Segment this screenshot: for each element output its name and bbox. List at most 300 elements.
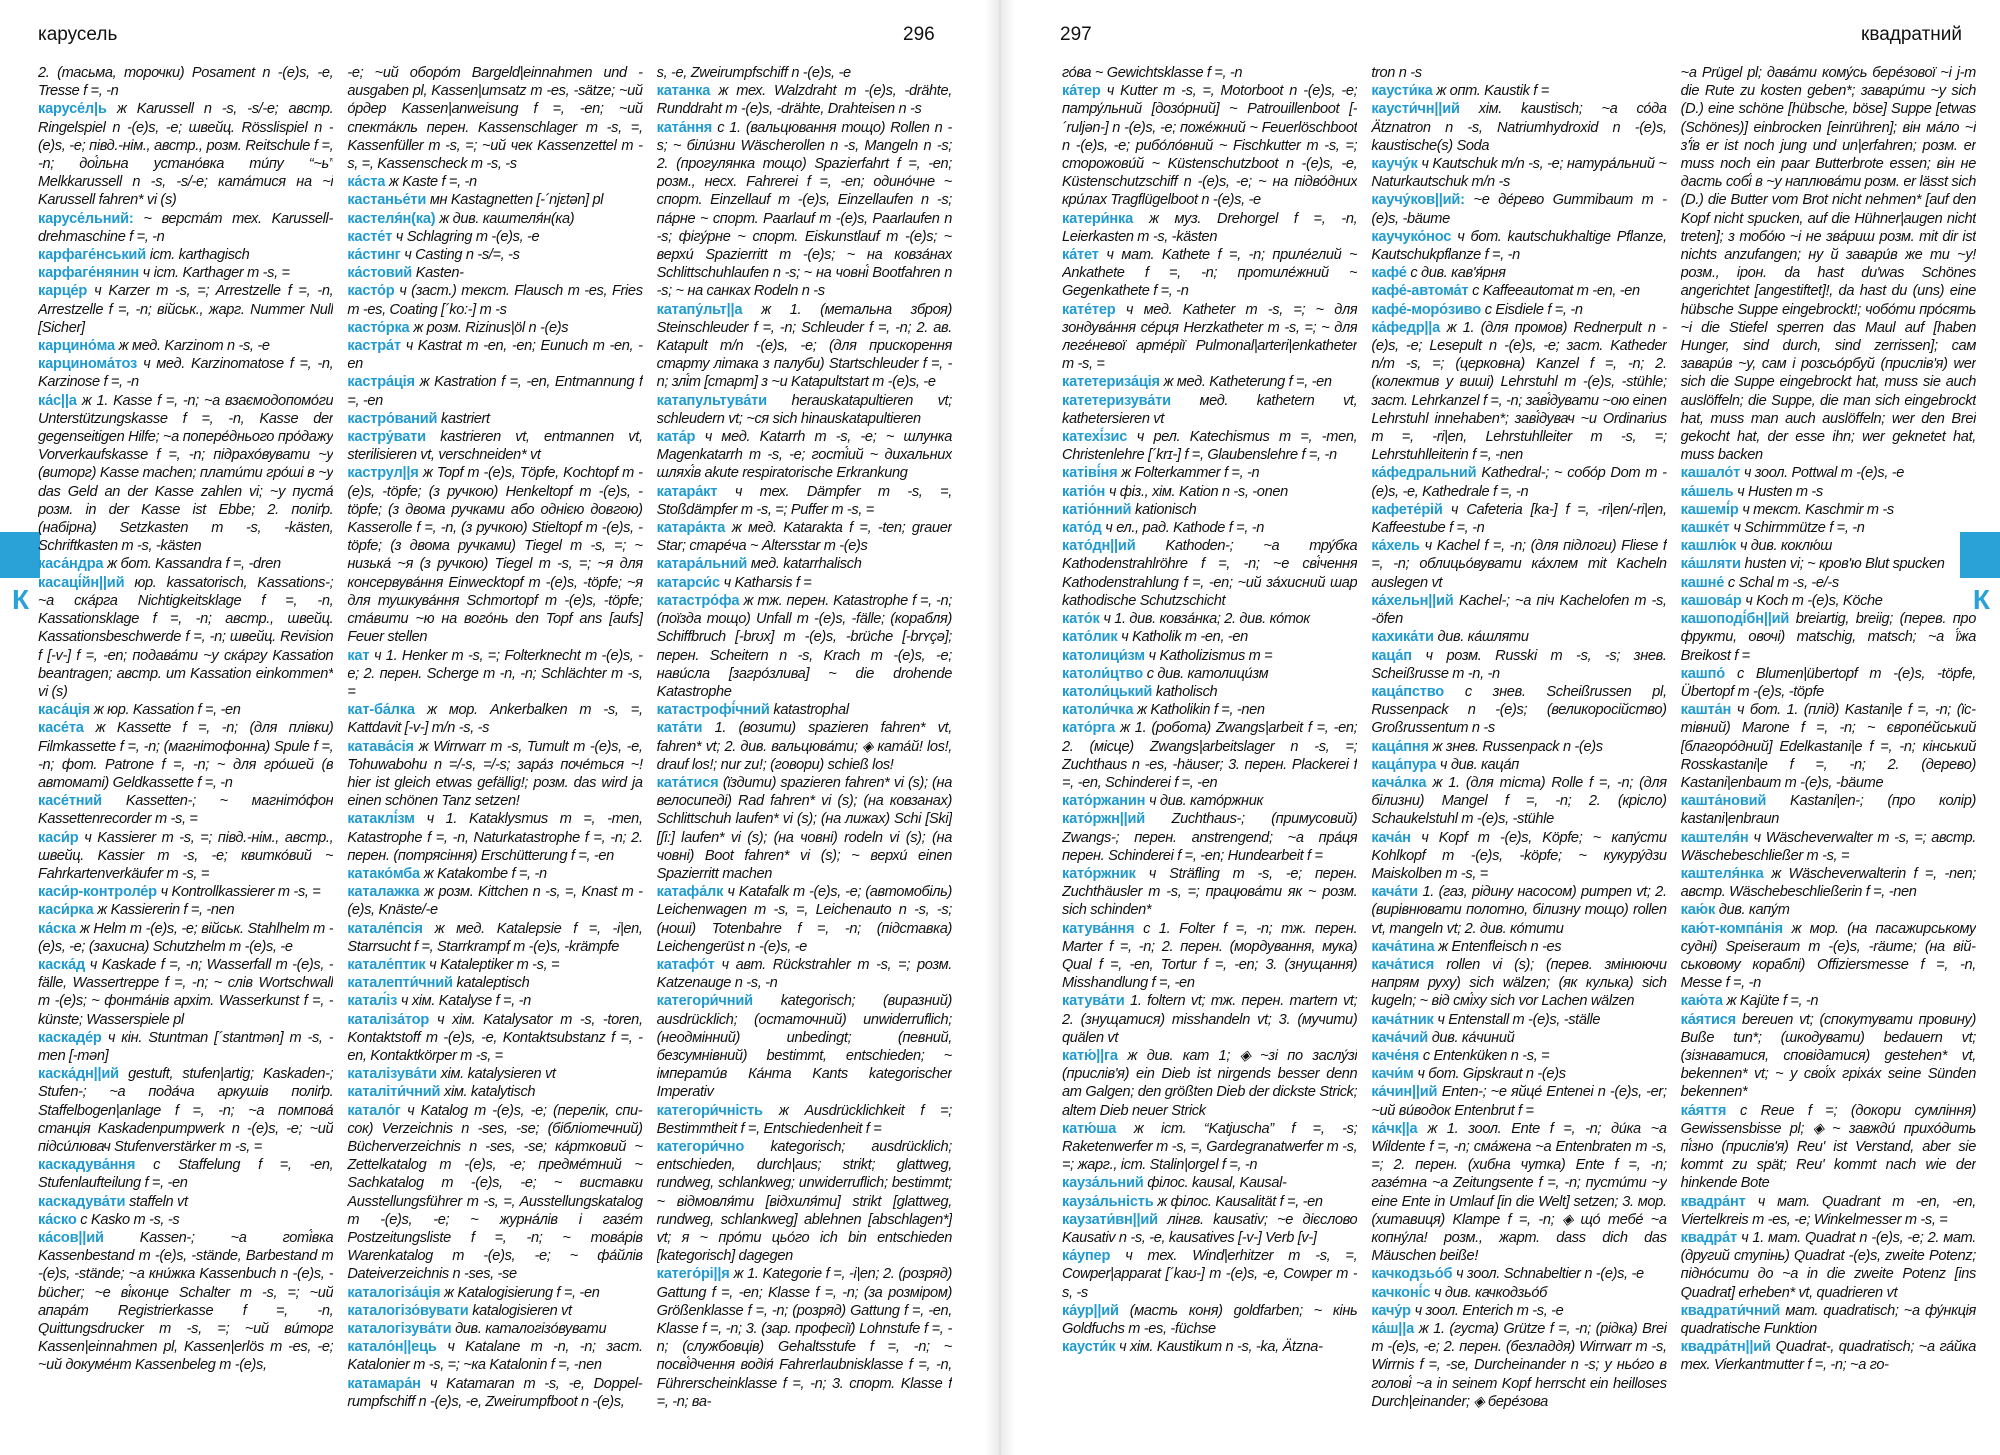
entry-definition: ч Katalog m -(e)s, -e; (перелік, список) Verzeichnis n -ses, -se; (бібліотечний) Bücherverzeichnis n -ses, -se; ка́ртковий ~ Zettelkatalog m -(e)s, -e; предме́тний ~ Sachkatalog m -(e)s, -e; ~ виставки Ausstellungsführer m -s, =, Ausstellungskatalog m -(e)s, -e; ~ журна́лів і газе́т Postzeitungsliste f =, -n; ~ това́рів Warenkatalog m -(e)s, -e; ~ фа́йлів Dateiverzeichnis n -ses, -se <box>347 1102 643 1283</box>
entry-definition: ж опт. Kaustik f = <box>1436 83 1549 100</box>
entry-definition: ч Karzer т -s, =; Arrestzelle f =, -n, Arrestzelle f =, -n; військ., жарг. Nummer Null [Sicher] <box>38 283 334 336</box>
entry-headword: каца́пня <box>1371 738 1429 755</box>
dictionary-entry <box>1681 1011 1976 1102</box>
entry-definition: мн Kastagnetten [-´njɛtən] pl <box>429 192 604 209</box>
entry-headword: каучу́ков||ий: <box>1371 192 1465 209</box>
entry-definition: ж 1. (густа) Grütze f =, -n; (рідка) Brei m -(e)s, -e; 2. перен. (безладдя) Wirrwarr m -s, Wirrnis f =, -se, Durcheinander n -s; у ньо́го в голові́ ~а in seinem Kopf herrscht ein heilloses Durch|einander; ◈ бере́зова <box>1371 1321 1667 1410</box>
dictionary-entry <box>1681 501 1976 519</box>
dictionary-entry <box>347 464 642 646</box>
entry-definition: ж знев. Russenpack n -(e)s <box>1432 738 1603 755</box>
dictionary-entry <box>38 1193 333 1211</box>
entry-headword: каса́ндра <box>38 556 104 573</box>
entry-headword: ка́с||а <box>38 392 77 409</box>
entry-definition: ч 1. Kataklysmus m =, -men, Katastrophe f =, -n, Naturkatastrophe f =, -n; 2. перен. (потрясіння) Erschütterung f =, -en <box>347 811 643 864</box>
entry-headword: катафа́лк <box>656 884 724 901</box>
dictionary-entry <box>1681 1229 1976 1302</box>
entry-definition: хім. katalysieren vt <box>440 1066 556 1083</box>
entry-definition: ч Kaskade f =, -n; Wasserfall m -(e)s, -fälle, Wassertreppe f =, -n; ~ слів Wortschwall m -(e)s; ~ фонта́нів архіт. Wasserkunst f =, -künste; Wasserspiele pl <box>38 956 334 1028</box>
entry-headword: ката́ння <box>656 119 713 136</box>
dictionary-entry <box>38 337 333 355</box>
entry-definition: с Staffelung f =, -en, Stufenlaufteilung f =, -en <box>38 1157 334 1192</box>
dictionary-entry <box>657 119 952 301</box>
entry-definition: ч мат. Quadrant m -en, -en, Viertelkreis m -es, -e; Winkelmesser m -s, = <box>1680 1193 1976 1228</box>
entry-definition: ж муз. Drehorgel f =, -n, Leierkasten m -s, -kästen <box>1062 210 1358 245</box>
entry-headword: кат-ба́лка <box>347 702 415 719</box>
dictionary-entry <box>1062 920 1357 993</box>
entry-definition: ч Kopf m -(e)s, Köpfe; ~ капу́сти Kohlkopf m -(e)s, -köpfe; ~ кукуру́дзи Maiskolben m -s, = <box>1371 829 1667 882</box>
entry-definition: с 1. Folter f =, -n; тж. перен. Marter f =, -n; 2. перен. (мордування, мука) Qual f =, -en, Tortur f =, -en; 3. (знущання) Misshandlung f =, -en <box>1062 920 1358 992</box>
entry-headword: каштеля́нка <box>1680 865 1764 882</box>
dictionary-entry <box>1681 792 1976 828</box>
entry-headword: категори́чність <box>656 1102 763 1119</box>
dictionary-entry <box>1681 901 1976 919</box>
entry-headword: каталогіза́ція <box>347 1284 441 1301</box>
entry-definition: ж іст. “Katjuscha” f =, -s; Raketenwerfer т -s, =, Gardegranatwerfer т -s, =; жарг., іст. Stalin|orgel f =, -n <box>1062 1120 1358 1174</box>
entry-headword: ка́шляти <box>1680 556 1741 573</box>
dictionary-entry <box>1062 501 1357 519</box>
dictionary-entry <box>1062 810 1357 865</box>
entry-headword: катіві́ня <box>1062 465 1118 482</box>
entry-definition: ч мед. Katheter m -s, =; ~ для зондува́ння се́рця Herzkatheter m -s, =; ~ для леге́невої арте́рії Pulmonal|arteri|enkatheter m -s, = <box>1062 301 1358 373</box>
entry-headword: ка́сов||ий <box>38 1230 104 1246</box>
entry-definition: ж Entenfleisch n -es <box>1438 938 1562 955</box>
entry-headword: катарси́с <box>656 574 720 591</box>
entry-headword: касе́тний <box>38 793 102 810</box>
dictionary-entry <box>657 64 952 82</box>
dictionary-entry <box>38 246 333 264</box>
dictionary-entry <box>1062 610 1357 628</box>
entry-headword: каска́дн||ий <box>38 1066 119 1083</box>
dictionary-entry <box>1681 701 1976 792</box>
dictionary-entry <box>38 956 333 1029</box>
dictionary-entry <box>1062 519 1357 537</box>
dictionary-entry <box>1681 920 1976 993</box>
entry-headword: ка́чин||ий <box>1371 1084 1438 1101</box>
entry-definition: го́ва ~ Gewichtsklasse f =, -n <box>1062 65 1243 81</box>
dictionary-entry <box>1062 1338 1357 1356</box>
dictionary-entry <box>1062 537 1357 610</box>
entry-headword: катава́сія <box>347 738 414 755</box>
entry-headword: кат <box>347 647 370 664</box>
dictionary-entry <box>1062 1193 1357 1211</box>
dictionary-entry <box>1062 1302 1357 1338</box>
entry-definition: ч див. каца́п <box>1439 756 1519 773</box>
dictionary-entry <box>38 901 333 919</box>
entry-definition: ч рел. Katechismus т =, -men, Christenlehre [´krɪ-] f =, Glaubenslehre f =, -n <box>1062 429 1358 464</box>
entry-headword: катери́нка <box>1062 210 1134 227</box>
entry-headword: кача́ти <box>1371 884 1418 901</box>
thumb-index-letter-right: К <box>1972 584 1990 615</box>
entry-definition: див. капу́т <box>1718 902 1790 919</box>
entry-headword: ка́упер <box>1062 1248 1111 1265</box>
entry-headword: карцино́ма <box>38 338 115 355</box>
right-page-columns <box>1062 64 1976 1444</box>
dictionary-entry <box>1681 592 1976 610</box>
dictionary-entry <box>38 1211 333 1229</box>
dictionary-entry <box>38 100 333 209</box>
entry-definition: ж Katalogisierung f =, -en <box>443 1284 600 1301</box>
entry-headword: касте́т <box>347 228 393 245</box>
entry-definition: (їздити) spazieren fahren* vi (s); (на велосипеді) Rad fahren* vi (s); (на ковзанах) Schlittschuh laufen* vi (s); (на лижах) Schi [Ski] [ʃi:] laufen* vi (s); (на човні) rodeln vi (s); (на човні) Boot fahren* vi (s); ~ верхи́ einen Spazierritt machen <box>656 774 952 882</box>
entry-definition: kationisch <box>1135 501 1197 518</box>
entry-headword: касто́р <box>347 283 395 300</box>
dictionary-entry <box>1371 1302 1666 1320</box>
entry-definition: Zuchthaus-; (примусовий) Zwangs-; перен. anstrengend; ~а пра́ця перен. Schinderei f =, -en; Hundearbeit f = <box>1062 811 1358 864</box>
entry-definition: kastrieren vt, entmannen vt, sterilisieren vt, verschneiden* vt <box>347 429 643 464</box>
entry-headword: католи́цький <box>1062 683 1153 700</box>
entry-definition: ч Katharsis f = <box>723 574 812 591</box>
entry-headword: ка́тет <box>1062 247 1099 264</box>
dictionary-entry <box>1681 1193 1976 1229</box>
dictionary-entry <box>657 301 952 392</box>
dictionary-entry <box>1371 938 1666 956</box>
entry-headword: каю́к <box>1680 902 1716 919</box>
entry-headword: кашпо́ <box>1680 665 1725 682</box>
dictionary-entry <box>1062 1120 1357 1175</box>
entry-headword: ка́стовий <box>347 265 413 282</box>
entry-definition: ж розм. Rizinus|öl n -(e)s <box>413 319 569 336</box>
dictionary-entry <box>1371 647 1666 683</box>
dictionary-entry <box>347 738 642 811</box>
entry-definition: ч тех. Wind|erhitzer т -s, =, Cowper|apparat [´kaʊ-] m -(e)s, -e, Cowper m -s, -s <box>1062 1248 1358 1301</box>
entry-definition: ч Schlagring m -(e)s, -e <box>395 228 540 245</box>
dictionary-entry <box>1062 665 1357 683</box>
entry-headword: ка́федральний <box>1371 465 1477 482</box>
dictionary-entry <box>347 191 642 209</box>
entry-headword: кашта́н <box>1680 702 1732 719</box>
entry-definition: Kastani|en-; (про колір) kastani|enbraun <box>1680 793 1976 828</box>
entry-definition: ж бот. Kassandra f =, -dren <box>107 556 281 573</box>
dictionary-entry <box>1371 191 1666 227</box>
entry-headword: ка́федр||а <box>1371 319 1441 336</box>
dictionary-entry <box>1062 683 1357 701</box>
entry-definition: herauskatapultieren vt; schleudern vt; ~ся sich hinauskatapultieren <box>656 392 952 427</box>
dictionary-entry <box>657 82 952 118</box>
dictionary-entry <box>347 373 642 409</box>
dictionary-entry <box>347 974 642 992</box>
dictionary-entry <box>347 1284 642 1302</box>
entry-definition: rollen vi (s); (перев. змінюючи напрям руху) sich wälzen; (як кулька) sich kugeln; ~ від смі́ху sich vor Lachen wälzen <box>1371 956 1667 1010</box>
dictionary-entry <box>38 1229 333 1375</box>
entry-headword: катако́мба <box>347 865 420 882</box>
entry-definition: ж 1. (робота) Zwangs|arbeit f =, -en; 2. (місце) Zwangs|arbeitslager n -s, =; Zuchthaus n -es, -häuser; 3. перен. Plackerei f =, -en, Schinderei f =, -en <box>1062 720 1358 791</box>
entry-headword: катува́ння <box>1062 920 1135 937</box>
entry-headword: католи́чка <box>1062 702 1134 719</box>
dictionary-entry <box>1371 956 1666 1011</box>
entry-headword: каусти́к <box>1062 1339 1116 1356</box>
entry-definition: ч фіз., хім. Kation n -s, -onen <box>1108 483 1288 500</box>
dictionary-entry <box>1062 464 1357 482</box>
dictionary-entry <box>347 282 642 318</box>
entry-definition: ч мат. Kathete f =, -n; приле́глий ~ Ankathete f =, -n; протиле́жний ~ Gegenkathete f =, -n <box>1062 247 1358 300</box>
entry-headword: катара́кт <box>656 483 718 500</box>
running-head-left: карусель <box>38 24 118 45</box>
entry-definition: юр. kassatorisch, Kassations-; ~а ска́рга Nichtigkeitsklage f =, -n, Kassationsklage f =, -n; австр., швейц. Kassationsbeschwerde f =, -n; швейц. Revision f [-v-] f =, -en; подава́ти ~у ска́ргу Kassation beantragen; австр. um Kassation einkommen* vi (s) <box>38 574 334 700</box>
dictionary-entry <box>1062 82 1357 209</box>
entry-headword: ка́стинг <box>347 247 401 264</box>
entry-definition: ж 1. (для тіста) Rolle f =, -n; (для білизни) Mangel f =, -n; 2. (крісло) Schaukelstuhl m -(e)s, -stühle <box>1371 774 1667 828</box>
entry-definition: ч Katholizismus m = <box>1148 647 1273 664</box>
entry-headword: катапу́льт||а <box>656 301 743 318</box>
entry-definition: мед. katarrhalisch <box>750 556 862 573</box>
dictionary-entry <box>38 920 333 956</box>
dictionary-entry <box>1371 592 1666 628</box>
dictionary-entry <box>1681 537 1976 555</box>
dictionary-entry <box>657 992 952 1101</box>
entry-definition: ч хім. Kaustikum n -s, -ka, Ätzna- <box>1119 1339 1323 1356</box>
dictionary-entry <box>1681 1338 1976 1374</box>
dictionary-entry <box>1371 501 1666 537</box>
entry-definition: ж див. каштеля́н(ка) <box>439 210 575 227</box>
entry-headword: ка́ятися <box>1680 1011 1736 1028</box>
entry-headword: каси́р <box>38 829 79 846</box>
dictionary-entry <box>657 555 952 573</box>
dictionary-entry <box>657 1265 952 1411</box>
entry-headword: карусе́л|ь <box>38 101 107 118</box>
entry-definition: ж Kassiererin f =, -nen <box>97 902 235 919</box>
dictionary-entry <box>1062 210 1357 246</box>
entry-headword: кафе́ <box>1371 265 1407 282</box>
dictionary-entry <box>1062 1247 1357 1302</box>
dictionary-entry <box>1062 1211 1357 1247</box>
entry-definition: husten vi; ~ кров'ю Blut spucken <box>1744 556 1945 573</box>
entry-headword: каусти́ка <box>1371 83 1433 100</box>
entry-definition: ~е де́рево Gummibaum т -(e)s, -bäume <box>1371 192 1667 227</box>
left-page-columns <box>38 64 952 1444</box>
entry-headword: каче́ня <box>1371 1047 1420 1064</box>
dictionary-entry <box>347 1065 642 1083</box>
dictionary-entry <box>347 264 642 282</box>
dictionary-entry <box>1371 774 1666 829</box>
entry-definition: bereuen vt; (спокутувати провину) Buße tun*; (шкодувати) bedauern vt; (зізнаватися, сповідатися) gestehen* vt, bekennen* vt; ~ у свої́х гріха́х seine Sünden bekennen* <box>1680 1011 1976 1101</box>
entry-definition: ч Kastrat m -en, -en; Eunuch m -en, -en <box>347 338 643 373</box>
entry-headword: катехі́зис <box>1062 429 1128 446</box>
entry-headword: кастанье́ти <box>347 192 427 209</box>
dictionary-entry <box>1371 100 1666 155</box>
entry-definition: ч (заст.) текст. Flausch m -es, Fries m -es, Coating [´ko:-] m -s <box>347 283 643 318</box>
dictionary-entry <box>1371 1047 1666 1065</box>
right-page <box>1000 0 2000 1455</box>
entry-definition: ж 1. Kategorie f =, -i|en; 2. (розряд) Gattung f =, -en; Klasse f =, -n; (за розміром) Größenklasse f =, -n; (розряд) Gattung f =, -en, Klasse f =, -n; 3. (зар. професії) Lohnstufe f =, -n; (службовців) Gehaltsstufe f =, -n; ~ посві́дчення водія́ Fahrerlaubnisklasse f =, -n, Führerscheinklasse f =, -n; 3. спорт. Klasse f =, -n; ва- <box>656 1266 952 1410</box>
entry-definition: див. каталогізо́вувати <box>455 1321 607 1338</box>
dictionary-entry <box>38 210 333 246</box>
entry-headword: каштеля́н <box>1680 829 1749 846</box>
dictionary-entry <box>1681 1102 1976 1193</box>
entry-definition: ж мед. Karzinom n -s, -e <box>118 338 270 355</box>
entry-definition: ж 1. зоол. Ente f =, -n; ди́ка ~а Wildente f =, -n; сма́жена ~а Entenbraten m -s, =; 2. перен. (хибна чутка) Ente f =, -n; газе́тна ~а Zeitungsente f =, -n; пусти́ти ~у eine Ente in Umlauf [in die Welt] setzen; 3. мор. (хитавиця) Klampe f =, -n; ◈ що́ тебе́ ~а копну́ла! розм., жарт. dass dich das Mäuschen beiße! <box>1371 1120 1667 1265</box>
dictionary-entry <box>1681 555 1976 573</box>
entry-headword: категори́чний <box>656 993 753 1010</box>
entry-headword: ка́ур||ий <box>1062 1302 1119 1319</box>
page-number-right: 297 <box>1060 24 1092 45</box>
dictionary-entry <box>347 1375 642 1411</box>
dictionary-entry <box>347 210 642 228</box>
entry-headword: като́ржанин <box>1062 793 1146 810</box>
entry-headword: каца́пство <box>1371 683 1444 700</box>
dictionary-entry <box>1371 756 1666 774</box>
entry-definition: ч авт. Rückstrahler m -s, =; розм. Katzenauge n -s, -n <box>656 956 952 992</box>
entry-definition: Kathedral-; ~ собо́р Dom m -(e)s, -e, Kathedrale f =, -n <box>1371 465 1667 500</box>
entry-definition: с Eisdiele f =, -n <box>1484 301 1583 318</box>
dictionary-entry <box>1062 719 1357 792</box>
entry-definition: staffeln vt <box>129 1193 188 1210</box>
entry-definition: ч хім. Katalysator m -s, -toren, Kontaktstoff m -(e)s, -e, Kontaktsubstanz f =, -en, Kontaktkörper m -s, = <box>347 1011 643 1064</box>
dictionary-entry <box>1681 610 1976 665</box>
entry-headword: катал́із <box>347 993 398 1010</box>
entry-definition: -e; ~ий оборо́т Bargeld|einnahmen und -ausgaben pl, Kassen|umsatz m -es, -sätze; ~ий о́рдер Kassen|anweisung f =, -en; ~ий спекта́кль перен. Kassenschlager m -s, =, Kassenfüller m -s, =; ~ий чек Kassenzettel m -s, =, Kassenscheck m -s, -s <box>347 65 643 173</box>
dictionary-entry <box>347 337 642 373</box>
entry-headword: квадра́тн||ий <box>1680 1339 1771 1356</box>
dictionary-entry <box>657 1102 952 1138</box>
entry-headword: като́к <box>1062 611 1100 628</box>
entry-headword: катіо́н <box>1062 483 1106 500</box>
entry-headword: каскаде́р <box>38 1029 102 1046</box>
entry-definition: с Kasko m -s, -s <box>80 1211 180 1228</box>
entry-definition: ч бот. kautschukhaltige Pflanze, Kautschukpflanze f =, -n <box>1371 228 1667 264</box>
entry-definition: ч Wäscheverwalter m -s, =; австр. Wäschebeschließer m -s, = <box>1680 829 1976 864</box>
entry-headword: квадра́т <box>1680 1230 1737 1246</box>
entry-headword: като́д <box>1062 520 1102 537</box>
entry-headword: карфаге́нянин <box>38 265 139 282</box>
entry-definition: Quadrat-, quadratisch; ~а га́йка тех. Vierkantmutter f =, -n; ~а го- <box>1680 1339 1976 1374</box>
entry-headword: квадра́нт <box>1680 1193 1746 1210</box>
entry-definition: ч іст. Karthager т -s, = <box>142 265 290 282</box>
dictionary-entry <box>1371 1284 1666 1302</box>
entry-headword: качи́м <box>1371 1066 1414 1083</box>
entry-definition: ж Wirrwarr m -s, Tumult m -(e)s, -e, Tohuwabohu n =/-s, =/-s; зара́з поче́ться ~! hier ist gleich etwas gefällig!; розм. das wird ja einen schönen Tanz setzen! <box>347 738 643 810</box>
entry-definition: ч мед. Katarrh m -s, -e; ~ шлунка Magenkatarrh m -s, -e; гості́ий ~ дихальних шляхі́в akute respiratorische Erkrankung <box>656 429 952 482</box>
dictionary-entry <box>1371 1083 1666 1119</box>
dictionary-entry <box>1062 647 1357 665</box>
entry-headword: катастрофі́чний <box>656 702 770 719</box>
entry-headword: каскадува́ти <box>38 1193 126 1210</box>
entry-headword: кауза́льний <box>1062 1175 1144 1192</box>
entry-definition: ч див. качкодзьо́б <box>1434 1284 1548 1301</box>
entry-headword: кафе́-автома́т <box>1371 283 1469 300</box>
column <box>1681 64 1976 1444</box>
entry-headword: катара́льний <box>656 556 748 573</box>
dictionary-entry <box>657 519 952 555</box>
dictionary-entry <box>1371 264 1666 282</box>
entry-definition: лінгв. kausativ; ~е дієслово Kausativ n -s, -e, kausatives [-v-] Verb [v-] <box>1062 1211 1358 1246</box>
entry-definition: kataleptisch <box>456 975 530 992</box>
entry-definition: ч Casting n -s/=, -s <box>404 247 520 264</box>
entry-headword: качкодзьо́б <box>1371 1266 1453 1283</box>
entry-definition: kategorisch; (виразний) ausdrücklich; (остаточний) unwiderruflich; (неодмінний) unbedingt; (певний, безсумнівний) bestimmt, entschieden; ~ імперати́в Ка́нта Kants kategorischer Imperativ <box>656 993 952 1101</box>
entry-definition: Kassetten-; ~ магніто́фон Kassettenrecorder m -s, = <box>38 793 334 828</box>
entry-definition: ч Katamaran m -s, -e, Doppelrumpfschiff n -(e)s, -e, Zweirumpfboot n -(e)s, <box>347 1375 643 1410</box>
entry-definition: ж Kaste f =, -n <box>388 174 477 191</box>
entry-definition: ж 1. (для промов) Rednerpult n -(e)s, -e; Lesepult n -(e)s, -e; заст. Katheder n/m -s, =; (церковна) Kanzel f =, -n; 2. (колектив у виші) Lehrstuhl m -(e)s, -stühle; заст. Lehrkanzel f =, -n; заві́дувати ~ою einen Lehrstuhl innehaben*; заві́дувач ~и Ordinarius m =, -ri|en, Lehrstuhlleiter т -s, =; Lehrstuhlleiterin f =, -nen <box>1371 319 1667 464</box>
dictionary-entry <box>38 792 333 828</box>
entry-headword: катю́||га <box>1062 1047 1118 1064</box>
entry-definition: ж Topf m -(e)s, Töpfe, Kochtopf m -(e)s, -töpfe; (з ручкою) Henkeltopf m -(e)s, -töpfe; (з двома ручками або однією довгою) Kasserolle f =, -n, (з ручкою) Stieltopf m -(e)s, -töpfe; (з двома ручками) Tiegel m -s, =; ~ низька́ ~я (з ручкою) Tiegel m -s, =; ~я для консервува́ння Einwecktopf m -(e)s, -töpfe; ~я для тушкува́ння Schmortopf m -(e)s, -töpfe; ста́вити ~ю на вого́нь den Topf ans [aufs] Feuer stellen <box>347 465 643 646</box>
entry-headword: ката́р <box>656 429 696 446</box>
dictionary-entry <box>1371 301 1666 319</box>
entry-definition: ч Husten m -s <box>1737 483 1823 500</box>
entry-definition: ч Cafeteria [ka-] f =, -ri|en/-ri|en, Kaffeestube f =, -n <box>1371 501 1667 537</box>
entry-definition: ч Schirmmütze f =, -n <box>1733 520 1865 537</box>
dictionary-entry <box>657 1138 952 1265</box>
entry-definition: хім. katalytisch <box>444 1084 536 1101</box>
entry-definition: ч Entenstall m -(e)s, -ställe <box>1437 1011 1601 1028</box>
entry-headword: каучуко́нос <box>1371 228 1452 245</box>
entry-headword: ка́ско <box>38 1211 77 1228</box>
entry-headword: качу́р <box>1371 1302 1411 1319</box>
entry-definition: kastriert <box>441 410 490 427</box>
entry-headword: кастру́вати <box>347 429 426 446</box>
entry-definition: ж 1. Kasse f =, -n; ~а взаємодопомо́ги Unterstützungskasse f =, -n, Kasse der gegenseitigen Hilfe; ~а попере́днього про́дажу Vorverkaufskasse f =, -n; підрахо́вувати ~у (виторг) Kasse machen; плати́ти гро́ші в ~у das Geld an der Kasse zahlen vi; ~у пуста́ розм. in der Kasse ist Ebbe; 2. поліґр. (набірна) Setzkasten m -s, -kästen, Schriftkasten m -s, -kästen <box>38 392 334 555</box>
dictionary-entry <box>347 319 642 337</box>
dictionary-entry <box>1371 883 1666 938</box>
dictionary-entry <box>347 810 642 865</box>
thumb-index-tab-left <box>0 532 40 578</box>
entry-definition: іст. karthagisch <box>149 247 250 264</box>
entry-definition: с див. кав'я́рня <box>1410 265 1506 282</box>
dictionary-entry <box>1062 992 1357 1047</box>
dictionary-entry <box>347 865 642 883</box>
entry-headword: кашемі́р <box>1680 501 1739 518</box>
dictionary-entry <box>1062 301 1357 374</box>
entry-headword: каталогізо́вувати <box>347 1302 469 1319</box>
dictionary-entry <box>1062 1174 1357 1192</box>
entry-definition: с 1. (вальцювання тощо) Rollen n -s; ~ біли́зни Wäscherollen n -s, Mangeln n -s; 2. (прогулянка тощо) Spazierfahrt f =, -en; розм., несх. Fahrerei f =, -en; одино́чне ~ спорт. Einzellauf m -(e)s, Einzellaufen n -s; па́рне ~ спорт. Paarlauf m -(e)s, Paarlaufen n -s; фігу́рне ~ спорт. Eiskunstlauf m -(e)s; ~ верхи́ Spazierritt m -(e)s; ~ на ковза́нах Schlittschuhlaufen n -s; ~ на човні́ Bootfahren n -s; ~ на санках Rodeln n -s <box>656 119 952 300</box>
entry-headword: кача́лка <box>1371 774 1427 791</box>
dictionary-entry <box>657 574 952 592</box>
dictionary-entry <box>1062 628 1357 646</box>
entry-definition: ч текст. Kaschmir m -s <box>1742 501 1894 518</box>
entry-headword: касто́рка <box>347 319 410 336</box>
dictionary-entry <box>1681 829 1976 865</box>
dictionary-entry <box>38 829 333 884</box>
dictionary-entry <box>1062 428 1357 464</box>
column <box>1371 64 1666 1444</box>
dictionary-entry <box>657 592 952 701</box>
entry-definition: ж Ausdrücklichkeit f =; Bestimmtheit f =, Entschiedenheit f = <box>656 1102 952 1137</box>
entry-definition: s, -e, Zweirumpfschiff n -(e)s, -e <box>656 65 851 81</box>
entry-headword: кастра́ція <box>347 374 415 391</box>
entry-definition: ч 1. див. ковза́нка; 2. див. ко́ток <box>1103 611 1310 628</box>
column <box>657 64 952 1444</box>
entry-definition: ч Kassierer m -s, =; півд.-нім., австр., швейц. Kassier m -s, -e; квитко́вий ~ Fahrkartenverkäufer m -s, = <box>38 829 334 882</box>
entry-definition: с Entenküken n -s, = <box>1422 1047 1550 1064</box>
dictionary-entry <box>347 992 642 1010</box>
entry-definition: ч мед. Karzinomatose f =, -n, Karzinose f =, -n <box>38 356 334 391</box>
entry-headword: каталепти́чний <box>347 975 453 992</box>
dictionary-entry <box>1371 1265 1666 1283</box>
dictionary-entry <box>1371 282 1666 300</box>
dictionary-entry <box>657 428 952 483</box>
entry-definition: 2. (тасьма, торочки) Posament n -(e)s, -e, Tresse f =, -n <box>38 65 334 100</box>
dictionary-entry <box>1371 1065 1666 1083</box>
dictionary-entry <box>38 392 333 556</box>
entry-definition: ч кін. Stuntman [´stantmən] т -s, -men [-mən] <box>38 1029 334 1064</box>
entry-headword: каю́та <box>1680 993 1723 1010</box>
entry-headword: ка́хель <box>1371 538 1420 555</box>
entry-definition: ж розм. Kittchen n -s, =, Knast m -(e)s, Knäste/-e <box>347 884 643 919</box>
entry-headword: карце́р <box>38 283 88 300</box>
entry-headword: каска́д <box>38 956 86 973</box>
entry-definition: ж мор. Ankerbalken m -s, =, Kattdavit [-v-] m/n -s, -s <box>347 702 643 737</box>
entry-headword: ка́ста <box>347 174 386 191</box>
dictionary-entry <box>347 701 642 737</box>
entry-definition: breiartig, breiig; (перев. про фрукти, овочі) matschig, matsch; ~а ї́жа Breikost f = <box>1680 611 1976 664</box>
entry-headword: касе́та <box>38 720 84 737</box>
entry-definition: ч бот. Gipskraut n -(e)s <box>1417 1066 1566 1083</box>
entry-headword: катале́птик <box>347 956 426 973</box>
entry-headword: каса́ція <box>38 702 90 719</box>
entry-definition: 1. foltern vt; тж. перен. martern vt; 2. (знущатися) misshandeln vt; 3. (мучити) quälen vt <box>1062 993 1358 1046</box>
